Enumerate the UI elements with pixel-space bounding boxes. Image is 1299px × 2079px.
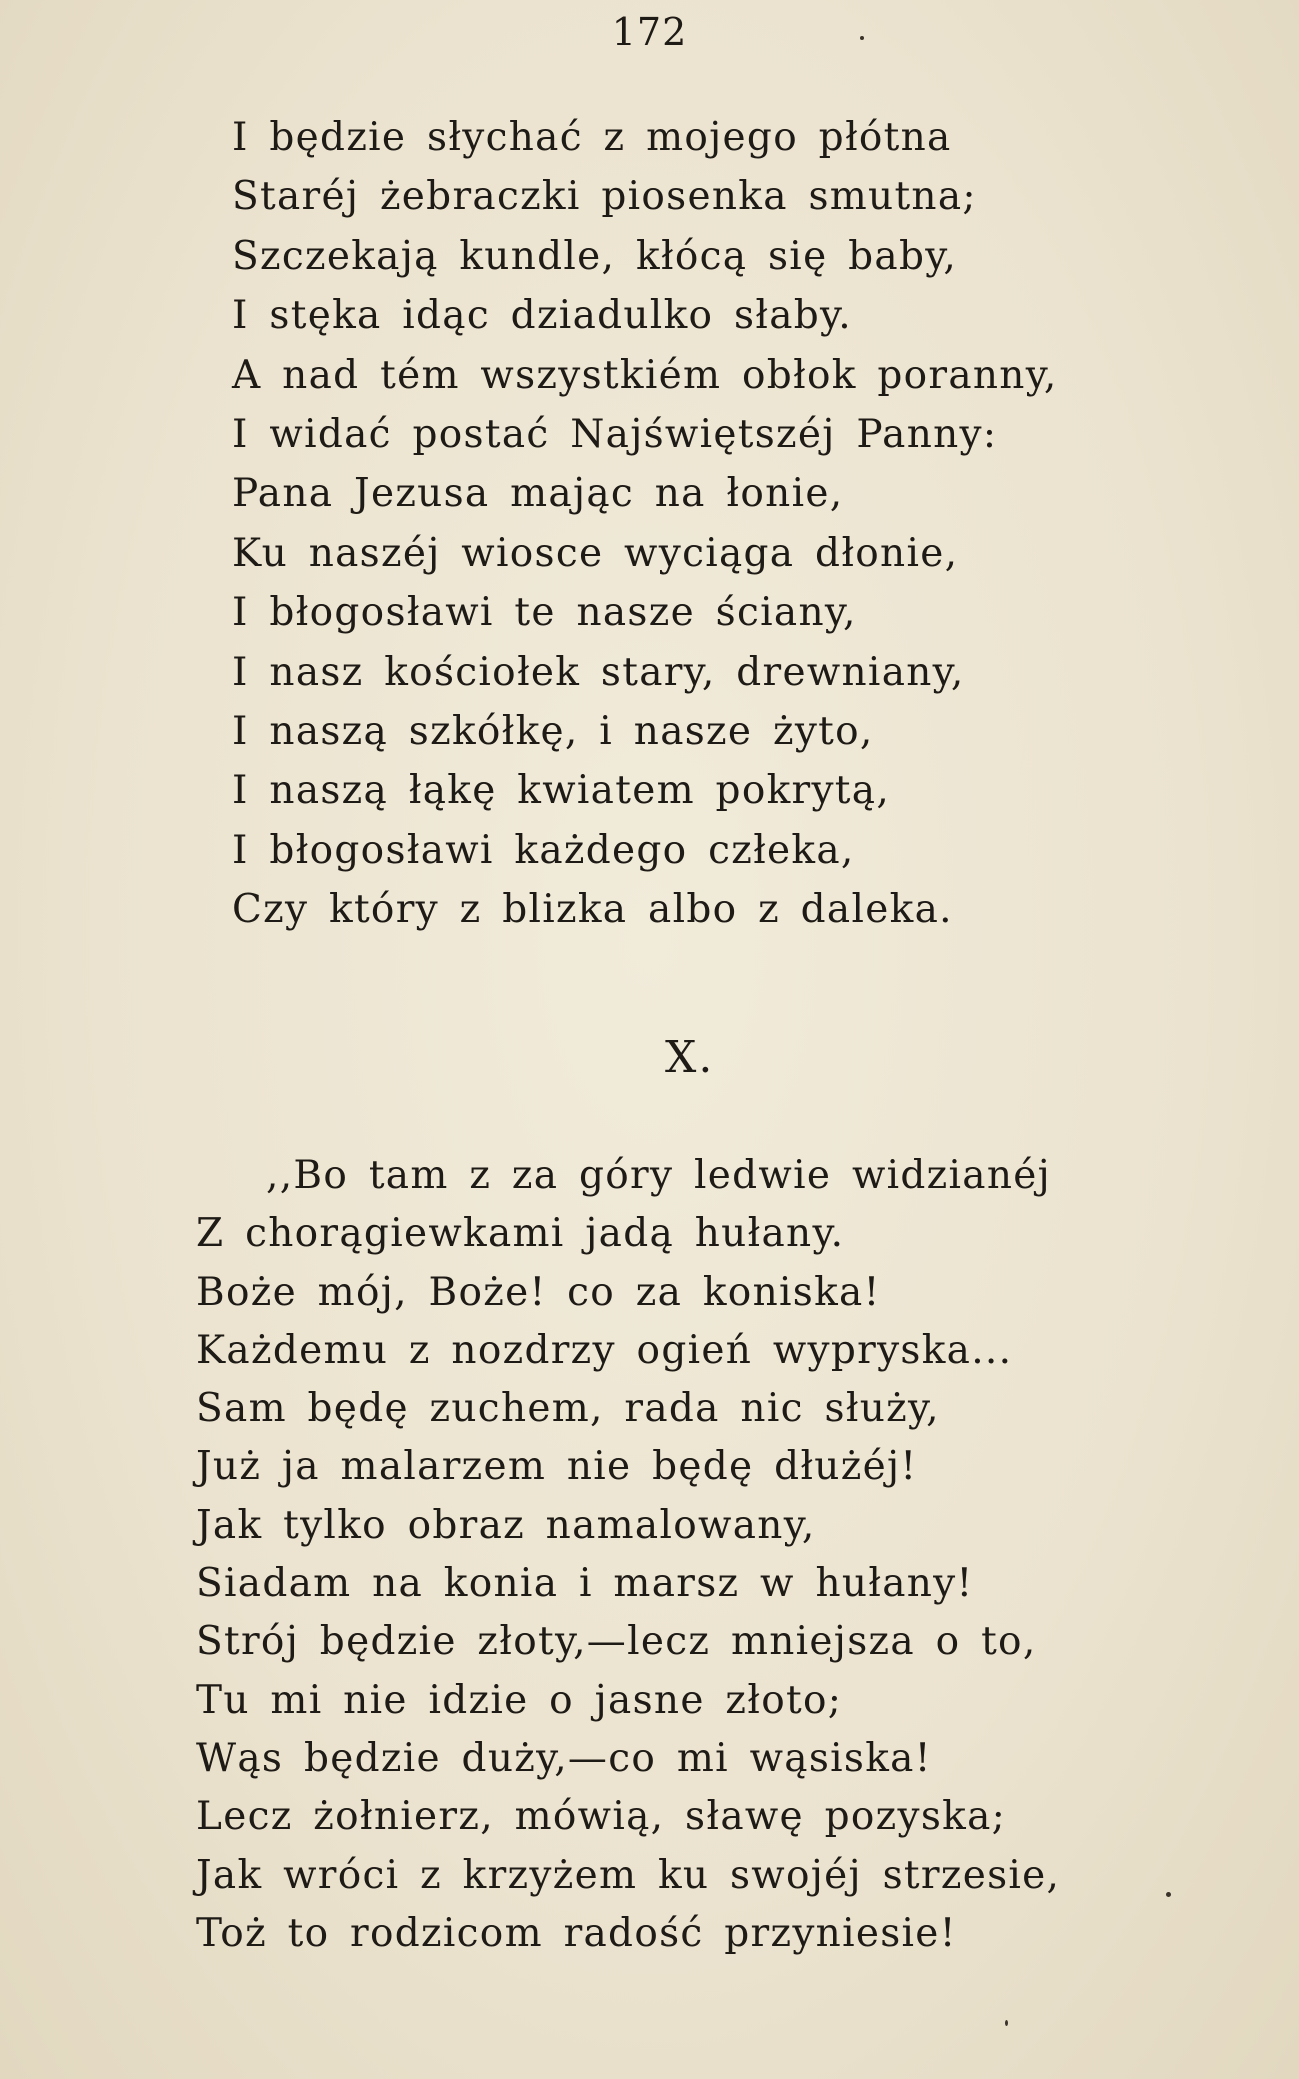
verse-line: Każdemu z nozdrzy ogień wypryska... [196,1327,1013,1373]
paper-speck [860,36,864,40]
verse-line: Wąs będzie duży,—co mi wąsiska! [196,1735,932,1781]
section-heading: X. [665,1032,715,1083]
verse-line: Ku naszéj wiosce wyciąga dłonie, [232,530,959,576]
paper-speck [1166,1892,1171,1897]
verse-line: Lecz żołnierz, mówią, sławę pozyska; [196,1794,1007,1840]
verse-line: I błogosławi każdego człeka, [232,827,855,873]
verse-line: A nad tém wszystkiém obłok poranny, [232,352,1058,398]
verse-line: Tu mi nie idzie o jasne złoto; [196,1677,843,1723]
verse-line: I błogosławi te nasze ściany, [232,590,857,636]
stanza-first [232,108,1232,939]
verse-line: Staréj żebraczki piosenka smutna; [232,174,977,220]
verse-line: I widać postać Najświętszéj Panny: [232,411,998,457]
verse-line: Jak wróci z krzyżem ku swojéj strzesie, [196,1852,1061,1898]
verse-line: I stęka idąc dziadulko słaby. [232,293,852,339]
paper-speck [1005,2020,1008,2026]
verse-line: I nasz kościołek stary, drewniany, [232,649,965,695]
verse-line: Już ja malarzem nie będę dłużéj! [196,1444,918,1490]
verse-line: Strój będzie złoty,—lecz mniejsza o to, [196,1619,1037,1665]
verse-line: I naszą szkółkę, i nasze żyto, [232,708,874,754]
stanza-second [196,1147,1256,1963]
verse-line: Boże mój, Boże! co za koniska! [196,1269,881,1315]
verse-line: Sam będę zuchem, rada nic służy, [196,1386,940,1432]
verse-line: Czy który z blizka albo z daleka. [232,887,953,933]
verse-line: Pana Jezusa mając na łonie, [232,471,844,517]
verse-line: I naszą łąkę kwiatem pokrytą, [232,768,891,814]
verse-line: I będzie słychać z mojego płótna [232,115,952,160]
verse-line: ,,Bo tam z za góry ledwie widzianéj [266,1153,1052,1198]
verse-line: Z chorągiewkami jadą hułany. [196,1211,845,1257]
page-number: 172 [611,10,688,54]
verse-line: Szczekają kundle, kłócą się baby, [232,233,958,279]
verse-line: Toż to rodzicom radość przyniesie! [196,1910,957,1956]
verse-line: Siadam na konia i marsz w hułany! [196,1561,974,1607]
verse-line: Jak tylko obraz namalowany, [196,1502,816,1548]
